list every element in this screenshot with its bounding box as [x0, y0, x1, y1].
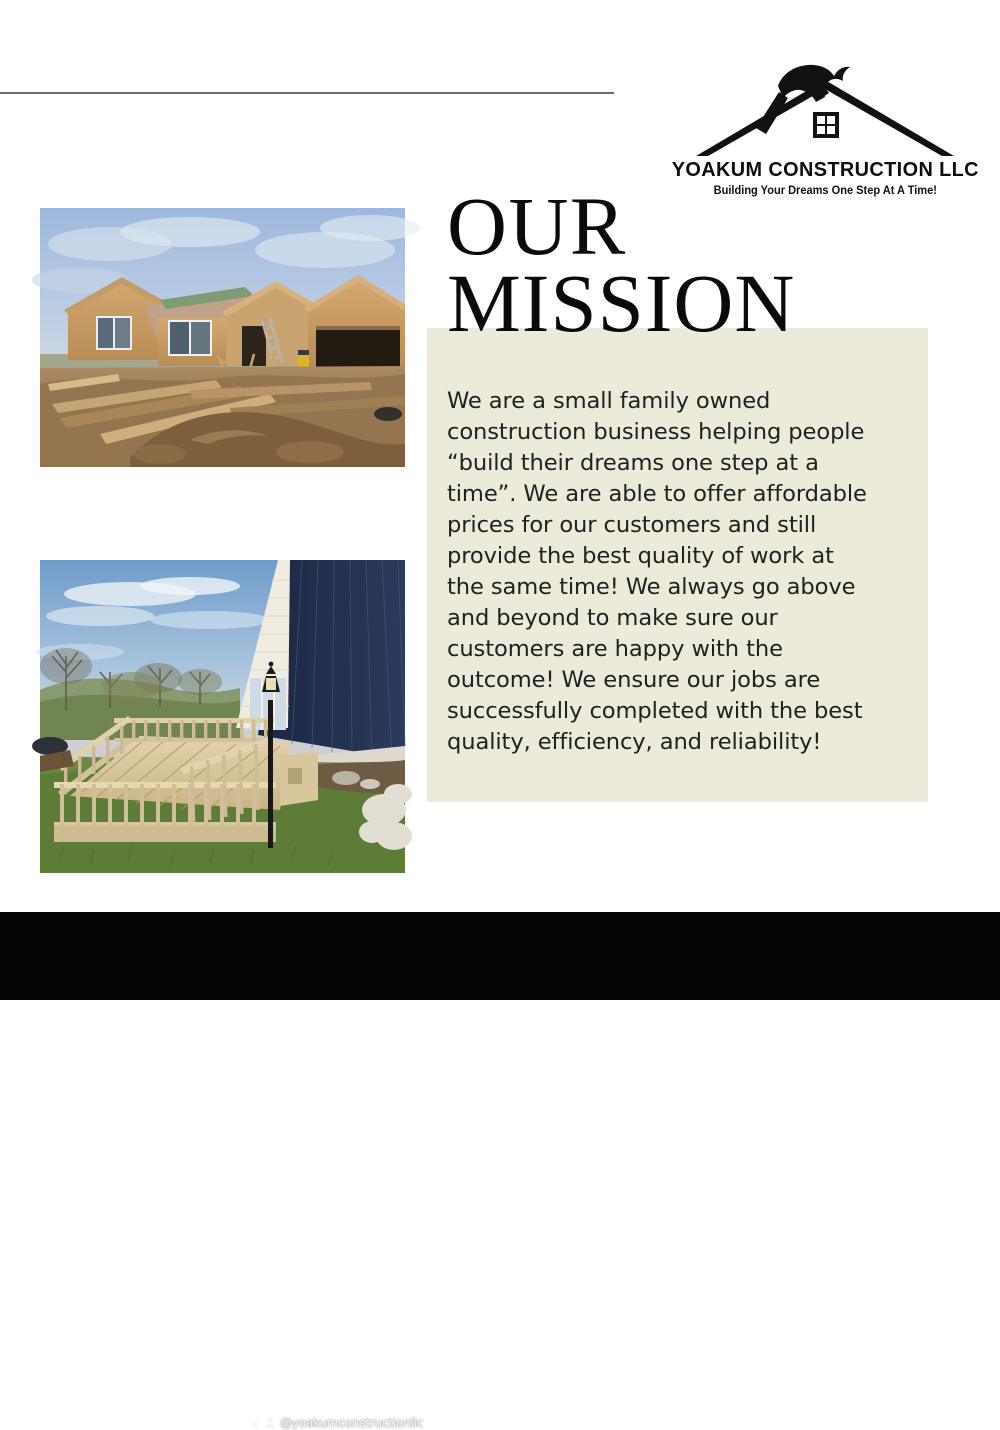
header-divider-rule	[0, 92, 614, 94]
mission-statement-text: We are a small family owned construction business helping people “build their dreams one step at a time”. We are able to offer affordable prices for our customers and still provide the best quality of work at the same time! We always go above and beyond to make sure our customers are happy with the outcome! We ensure our jobs are successfully completed with the best quality, efficiency, and reliability!	[447, 388, 867, 755]
tiktok-note-icon	[250, 1416, 261, 1429]
brand-logo	[670, 62, 980, 197]
photo-completed-deck	[40, 560, 424, 1430]
brand-tagline: Building Your Dreams One Step At A Time!	[713, 184, 937, 197]
tiktok-watermark	[250, 1416, 423, 1429]
page-title-line-1: OUR	[447, 180, 627, 272]
hammer-over-house-roof-icon	[670, 62, 980, 160]
brand-name: YOAKUM CONSTRUCTION LLC	[671, 158, 979, 181]
photo-house-under-construction	[40, 208, 405, 467]
person-icon	[265, 1416, 276, 1429]
footer-bar	[0, 912, 1000, 1000]
tiktok-handle: @yoakumconstructionllc	[280, 1415, 424, 1430]
page-title-line-2: MISSION	[447, 257, 796, 350]
page-title	[447, 180, 967, 350]
